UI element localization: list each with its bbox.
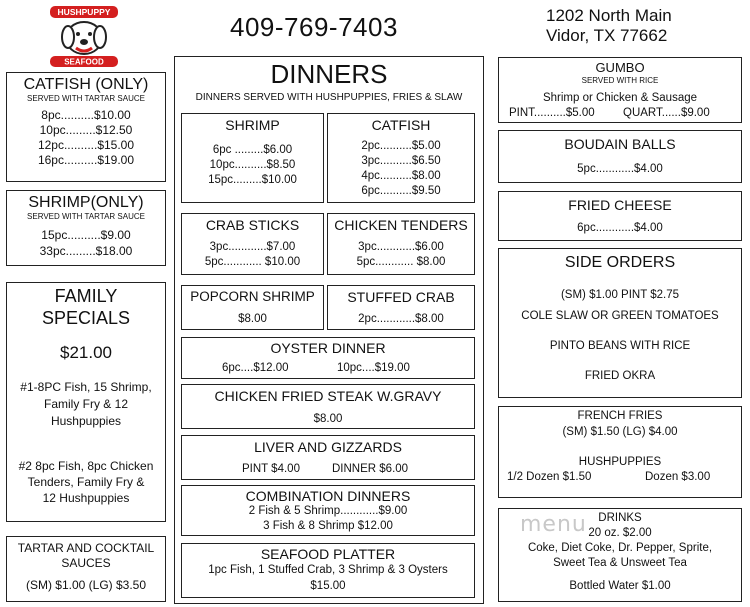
gumbo-description: Shrimp or Chicken & Sausage xyxy=(542,92,698,104)
drinks-list-line: Coke, Diet Coke, Dr. Pepper, Sprite, xyxy=(527,542,713,554)
family-option-1-line: Family Fry & 12 xyxy=(43,397,128,411)
liver-gizzards-title: LIVER AND GIZZARDS xyxy=(254,439,402,455)
boudain-balls-price: 5pc............$4.00 xyxy=(577,163,663,175)
family-option-2-line: 12 Hushpuppies xyxy=(42,491,130,505)
side-order-item: FRIED OKRA xyxy=(584,370,656,382)
catfish-dinner-item: 6pc..........$9.50 xyxy=(361,185,441,197)
chicken-tenders-item: 3pc............$6.00 xyxy=(358,241,444,253)
french-fries-prices: (SM) $1.50 (LG) $4.00 xyxy=(562,426,678,438)
tartar-sauces-price: (SM) $1.00 (LG) $3.50 xyxy=(25,578,147,592)
tartar-sauces-title: TARTAR AND COCKTAIL xyxy=(17,541,155,555)
family-specials-section xyxy=(6,282,166,522)
logo-top-text: HUSHPUPPY xyxy=(57,7,111,17)
side-order-item: PINTO BEANS WITH RICE xyxy=(549,340,691,352)
side-orders-title: SIDE ORDERS xyxy=(564,254,676,271)
oyster-dinner-title: OYSTER DINNER xyxy=(270,340,386,356)
chicken-tenders-box xyxy=(327,213,475,275)
drinks-price: 20 oz. $2.00 xyxy=(588,527,652,539)
crab-sticks-item: 5pc............ $10.00 xyxy=(204,256,301,268)
fries-hushpuppies-section xyxy=(498,406,742,498)
logo-bottom-text: SEAFOOD xyxy=(64,57,104,67)
shrimp-only-item: 15pc..........$9.00 xyxy=(41,228,131,242)
catfish-dinner-item: 3pc..........$6.50 xyxy=(361,155,441,167)
gumbo-pint-price: PINT..........$5.00 xyxy=(509,107,595,119)
side-orders-section xyxy=(498,248,742,398)
fried-cheese-title: FRIED CHEESE xyxy=(568,197,672,213)
liver-gizzards-pint-price: PINT $4.00 xyxy=(242,463,300,475)
hushpuppies-title: HUSHPUPPIES xyxy=(578,456,662,468)
phone-number: 409-769-7403 xyxy=(230,12,398,42)
side-order-item: COLE SLAW OR GREEN TOMATOES xyxy=(521,310,719,322)
catfish-only-item: 12pc..........$15.00 xyxy=(37,138,135,152)
combination-dinners-box xyxy=(181,485,475,536)
family-option-1-line: Hushpuppies xyxy=(50,414,122,428)
shrimp-only-subtitle: SERVED WITH TARTAR SAUCE xyxy=(27,212,145,221)
shrimp-only-item: 33pc.........$18.00 xyxy=(39,244,133,258)
catfish-dinner-title: CATFISH xyxy=(371,117,431,133)
popcorn-shrimp-price: $8.00 xyxy=(238,313,267,325)
family-option-2-line: Tenders, Family Fry & xyxy=(27,475,145,489)
drinks-list-line: Sweet Tea & Unsweet Tea xyxy=(553,557,687,569)
catfish-dinner-box xyxy=(327,113,475,203)
watermark: menu xyxy=(520,512,587,537)
chicken-fried-steak-price: $8.00 xyxy=(313,413,343,425)
combination-dinners-title: COMBINATION DINNERS xyxy=(245,488,411,504)
seafood-platter-box xyxy=(181,543,475,598)
gumbo-section xyxy=(498,57,742,123)
dinners-subtitle: DINNERS SERVED WITH HUSHPUPPIES, FRIES & SLAW xyxy=(195,92,463,103)
chicken-fried-steak-box xyxy=(181,384,475,429)
tartar-sauces-section xyxy=(6,536,166,602)
dinners-title: DINNERS xyxy=(270,59,388,89)
side-orders-prices: (SM) $1.00 PINT $2.75 xyxy=(560,289,680,301)
family-specials-title: SPECIALS xyxy=(41,308,131,328)
combination-dinners-line: 3 Fish & 8 Shrimp $12.00 xyxy=(263,520,393,532)
catfish-only-item: 10pc.........$12.50 xyxy=(39,123,133,137)
seafood-platter-title: SEAFOOD PLATTER xyxy=(260,546,396,562)
catfish-only-title: CATFISH (ONLY) xyxy=(23,76,149,93)
combination-dinners-line: 2 Fish & 5 Shrimp............$9.00 xyxy=(248,505,408,517)
shrimp-dinner-item: 10pc..........$8.50 xyxy=(209,159,296,171)
catfish-only-subtitle: SERVED WITH TARTAR SAUCE xyxy=(27,94,145,103)
shrimp-only-section xyxy=(6,190,166,266)
oyster-dinner-price-10pc: 10pc....$19.00 xyxy=(337,362,410,374)
crab-sticks-title: CRAB STICKS xyxy=(205,217,300,233)
restaurant-logo xyxy=(44,4,124,68)
popcorn-shrimp-title: POPCORN SHRIMP xyxy=(190,289,315,304)
stuffed-crab-price: 2pc............$8.00 xyxy=(358,313,444,325)
stuffed-crab-box xyxy=(327,285,475,330)
catfish-only-item: 8pc..........$10.00 xyxy=(41,108,131,122)
family-specials-title: FAMILY xyxy=(54,286,118,306)
family-specials-price: $21.00 xyxy=(60,343,112,362)
liver-gizzards-dinner-price: DINNER $6.00 xyxy=(332,463,409,475)
family-option-2-line: #2 8pc Fish, 8pc Chicken xyxy=(18,459,154,473)
catfish-dinner-item: 2pc..........$5.00 xyxy=(361,140,441,152)
crab-sticks-box xyxy=(181,213,324,275)
gumbo-quart-price: QUART......$9.00 xyxy=(623,107,710,119)
boudain-balls-title: BOUDAIN BALLS xyxy=(564,136,676,152)
liver-gizzards-box xyxy=(181,435,475,480)
catfish-dinner-item: 4pc..........$8.00 xyxy=(361,170,441,182)
shrimp-dinner-item: 15pc.........$10.00 xyxy=(208,174,297,186)
crab-sticks-item: 3pc............$7.00 xyxy=(209,241,296,253)
chicken-tenders-item: 5pc............ $8.00 xyxy=(356,256,446,268)
address-line-1: 1202 North Main xyxy=(546,6,672,25)
gumbo-subtitle: SERVED WITH RICE xyxy=(581,76,659,85)
drinks-title: DRINKS xyxy=(598,512,642,524)
chicken-tenders-title: CHICKEN TENDERS xyxy=(334,217,468,233)
chicken-fried-steak-title: CHICKEN FRIED STEAK W.GRAVY xyxy=(214,388,442,404)
shrimp-dinner-item: 6pc .........$6.00 xyxy=(212,144,293,156)
hushpuppies-dozen-price: Dozen $3.00 xyxy=(645,471,711,483)
french-fries-title: FRENCH FRIES xyxy=(577,410,663,422)
catfish-only-item: 16pc..........$19.00 xyxy=(37,153,135,167)
fried-cheese-price: 6pc............$4.00 xyxy=(577,222,663,234)
address-line-2: Vidor, TX 77662 xyxy=(546,26,668,45)
seafood-platter-price: $15.00 xyxy=(310,580,346,592)
hushpuppies-half-dozen-price: 1/2 Dozen $1.50 xyxy=(507,471,592,483)
popcorn-shrimp-box xyxy=(181,285,324,330)
family-option-1-line: #1-8PC Fish, 15 Shrimp, xyxy=(20,380,152,394)
oyster-dinner-price-6pc: 6pc....$12.00 xyxy=(222,362,289,374)
shrimp-dinner-title: SHRIMP xyxy=(225,117,280,133)
boudain-balls-section xyxy=(498,130,742,183)
seafood-platter-description: 1pc Fish, 1 Stuffed Crab, 3 Shrimp & 3 Oysters xyxy=(208,564,448,576)
shrimp-only-title: SHRIMP(ONLY) xyxy=(28,194,144,211)
gumbo-title: GUMBO xyxy=(595,60,645,75)
bottled-water-price: Bottled Water $1.00 xyxy=(569,580,671,592)
catfish-only-section xyxy=(6,72,166,182)
tartar-sauces-title: SAUCES xyxy=(61,556,111,570)
shrimp-dinner-box xyxy=(181,113,324,203)
oyster-dinner-box xyxy=(181,337,475,379)
fried-cheese-section xyxy=(498,191,742,241)
stuffed-crab-title: STUFFED CRAB xyxy=(347,289,455,305)
